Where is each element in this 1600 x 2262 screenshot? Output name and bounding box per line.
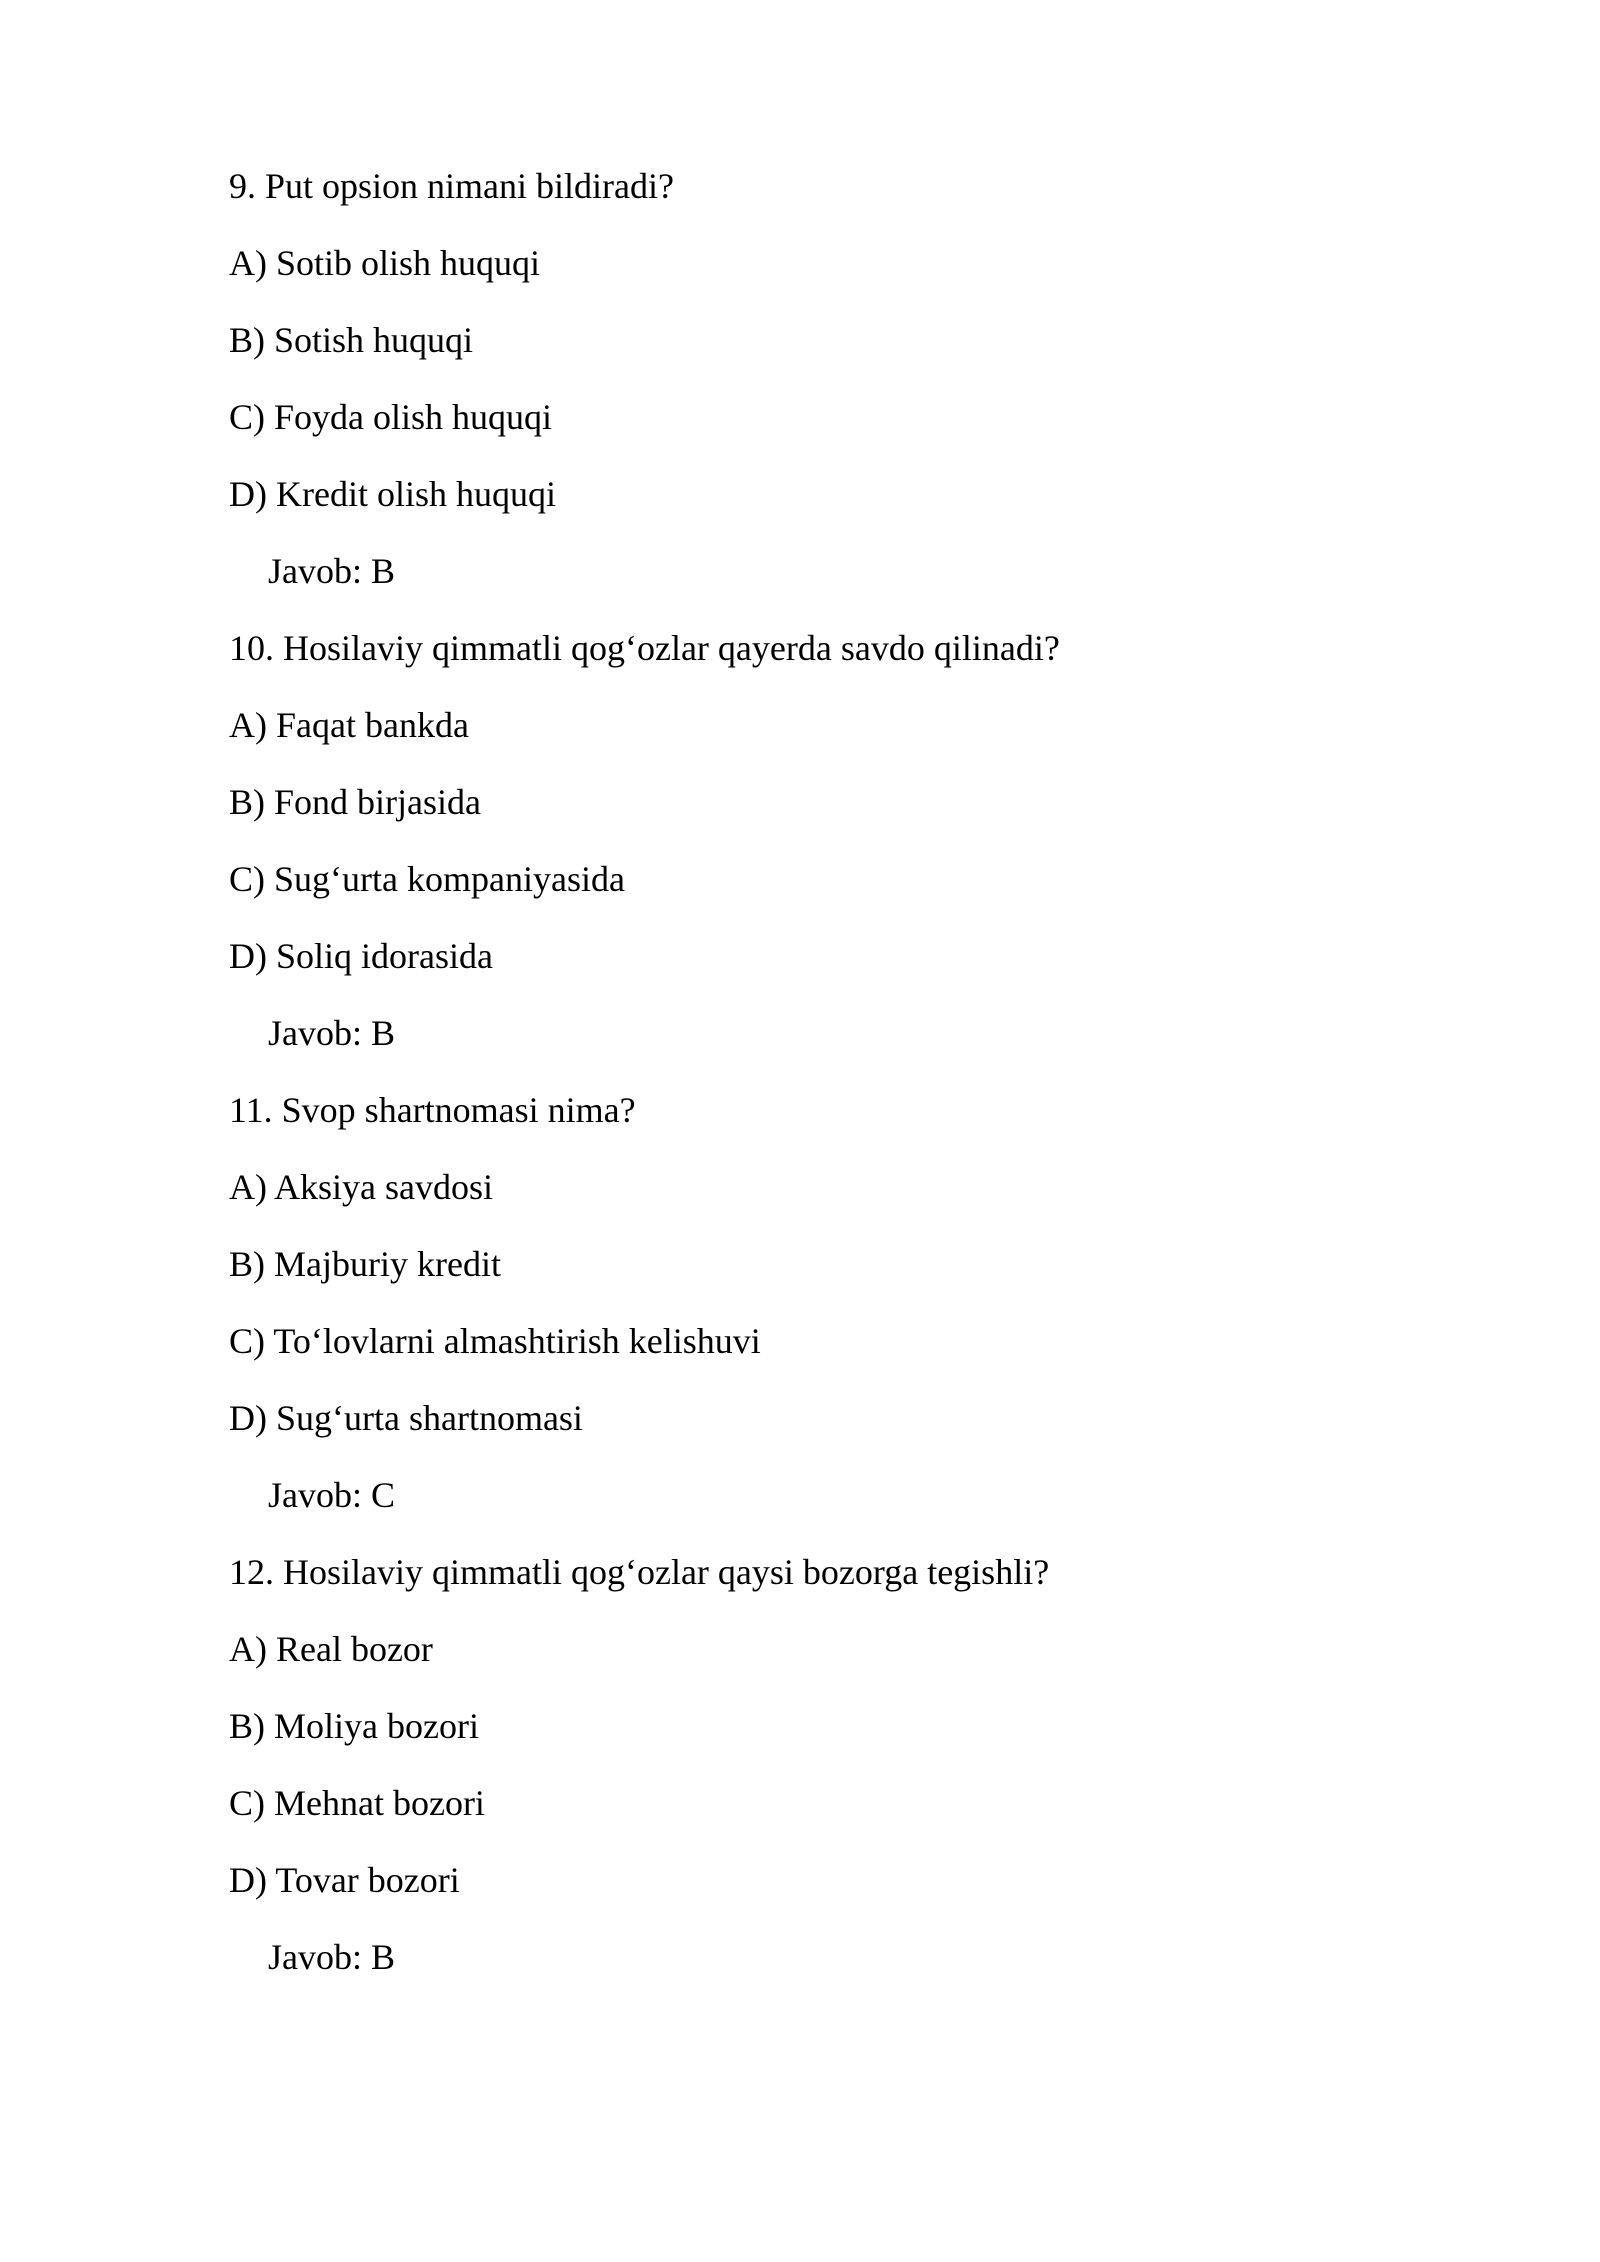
option-d: D) Sug‘urta shartnomasi — [229, 1398, 583, 1438]
option-d: D) Tovar bozori — [229, 1860, 460, 1900]
question-text: 12. Hosilaviy qimmatli qog‘ozlar qaysi bozorga tegishli? — [229, 1552, 1050, 1592]
option-b: B) Fond birjasida — [229, 782, 481, 822]
option-b: B) Majburiy kredit — [229, 1244, 501, 1284]
option-b: B) Moliya bozori — [229, 1706, 479, 1746]
answer-text: Javob: B — [268, 551, 396, 591]
answer-text: Javob: B — [268, 1937, 396, 1977]
question-block — [229, 148, 1429, 610]
option-a: A) Aksiya savdosi — [229, 1167, 493, 1207]
question-text: 9. Put opsion nimani bildiradi? — [229, 166, 674, 206]
option-d: D) Kredit olish huquqi — [229, 474, 556, 514]
option-c: C) Foyda olish huquqi — [229, 397, 553, 437]
question-text: 10. Hosilaviy qimmatli qog‘ozlar qayerda savdo qilinadi? — [229, 628, 1060, 668]
option-a: A) Faqat bankda — [229, 705, 469, 745]
answer-text: Javob: C — [268, 1475, 396, 1515]
option-c: C) Sug‘urta kompaniyasida — [229, 859, 625, 899]
question-text: 11. Svop shartnomasi nima? — [229, 1090, 636, 1130]
option-d: D) Soliq idorasida — [229, 936, 493, 976]
option-c: C) To‘lovlarni almashtirish kelishuvi — [229, 1321, 761, 1361]
option-a: A) Real bozor — [229, 1629, 433, 1669]
question-block — [229, 610, 1429, 1072]
option-a: A) Sotib olish huquqi — [229, 243, 541, 283]
option-c: C) Mehnat bozori — [229, 1783, 485, 1823]
option-b: B) Sotish huquqi — [229, 320, 474, 360]
question-block — [229, 1534, 1429, 1996]
quiz-content — [229, 148, 1429, 1996]
answer-text: Javob: B — [268, 1013, 396, 1053]
question-block — [229, 1072, 1429, 1534]
